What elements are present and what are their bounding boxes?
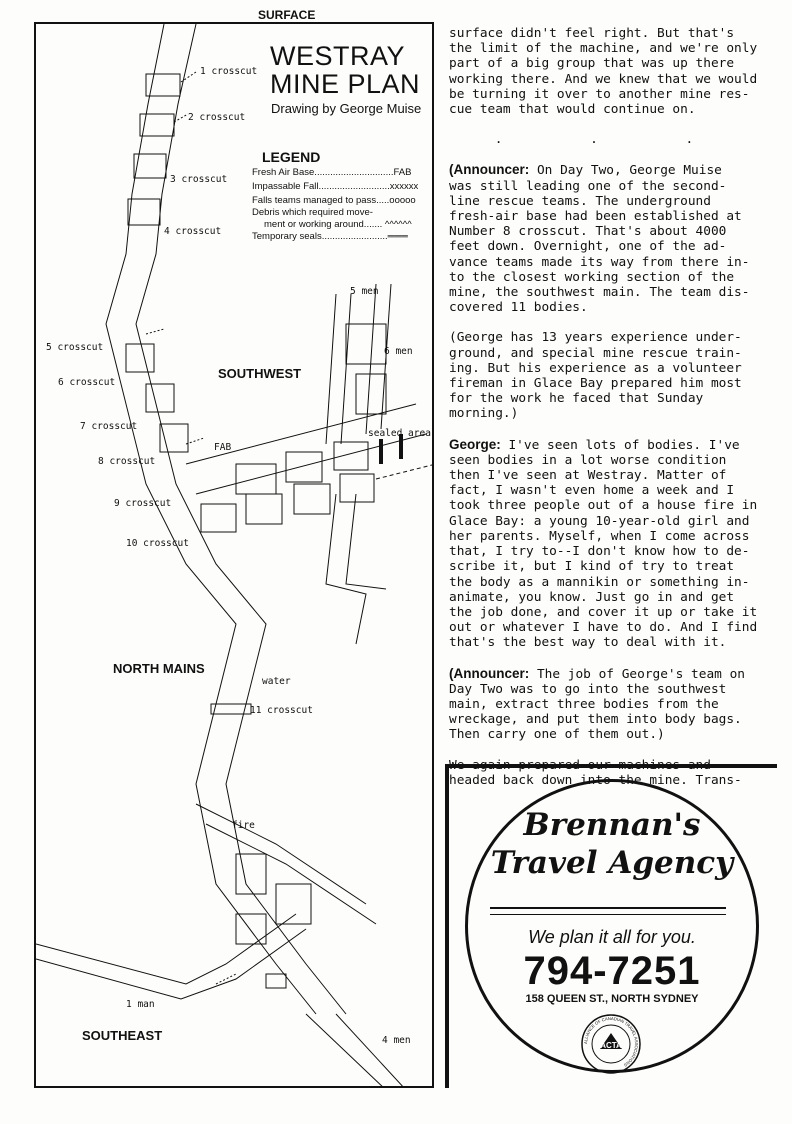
map-title (270, 42, 420, 98)
crosscut-label: 5 crosscut (46, 342, 104, 353)
article-paragraph (449, 666, 779, 743)
ad-name-line1: Brennan's (523, 807, 701, 843)
article-paragraph: headed back down into the mine. Trans- (449, 772, 742, 788)
ad-divider (490, 907, 726, 909)
pillar (346, 324, 386, 364)
legend-fresh-air-base: Fresh Air Base..............................FAB (252, 167, 412, 178)
article-paragraph: (George has 13 years experience under- ground, and special mine rescue train- ing. But his experience as a volunteer fireman in Glace Bay prepared him most for the work he faced that Sunday morning.) (449, 330, 742, 422)
crosscut-label: 4 crosscut (164, 226, 222, 237)
ad-name-line2: Travel Agency (490, 845, 734, 881)
crosscut-box (126, 344, 154, 372)
pillar (276, 884, 311, 924)
article-paragraph (449, 437, 779, 651)
southeast-drift (206, 824, 376, 924)
legend-falls-passed: Falls teams managed to pass.....ooooo (252, 195, 416, 206)
water-label: water (262, 676, 291, 687)
legend-heading: LEGEND (262, 149, 321, 165)
six-men-label: 6 men (384, 346, 413, 357)
article-column (449, 26, 779, 803)
surface-label: SURFACE (258, 8, 316, 22)
speaker-label: George: (449, 436, 501, 452)
legend-debris-cont: ment or working around....... ^^^^^^ (264, 219, 412, 230)
legend-debris: Debris which required move- (252, 207, 373, 218)
pillar (294, 484, 330, 514)
sealed-area-label: sealed area (368, 428, 431, 439)
paragraph-body: I've seen lots of bodies. I've seen bodies in a lot worse condition then I've seen at Westray. Matter of fact, I wasn't even home a week and I took three people out of a house fire in Glace Bay: a young 10-year-old girl and her parents. Myself, when I come across that, I try to--I don't know how to de- scribe it, but I kind of try to treat the body as a mannikin or something in- animate, you know. Just go in and get the job done, and cover it up or take it out or whatever I have to do. And I find that's the best way to deal with it. (449, 437, 758, 651)
crosscut-label: 8 crosscut (98, 456, 156, 467)
ad-border-left (445, 764, 449, 1088)
crosscut-label: 10 crosscut (126, 538, 189, 549)
article-paragraph: surface didn't feel right. But that's the limit of the machine, and we're only part of a big group that was up there working there. And we knew that we would be turning it over to another mine res- cue team that would continue on. (449, 26, 758, 118)
paragraph-body: On Day Two, George Muise was still leading one of the second- line rescue teams. The underground fresh-air base had been established at Number 8 crosscut. That's about 4000 feet down. Overnight, one of the ad- vance teams made its way from there in- to the closest working section of the mine, the southwest main. The team dis- covered 11 bodies. (449, 163, 750, 316)
fall-marking (146, 329, 164, 334)
fall-marking (186, 438, 204, 444)
room-wall (326, 294, 336, 444)
legend-impassable-fall: Impassable Fall...........................xxxxxx (252, 181, 419, 192)
ad-phone-number: 794-7251 (523, 949, 701, 993)
crosscut-label: 3 crosscut (170, 174, 228, 185)
pillar (286, 452, 322, 482)
shaft-bottom (336, 1014, 406, 1088)
pillar (246, 494, 282, 524)
crosscut-label: 7 crosscut (80, 421, 138, 432)
ad-border-top (445, 764, 777, 768)
section-break-dots: . . . (494, 132, 734, 148)
four-men-label: 4 men (382, 1035, 411, 1046)
paragraph-body: The job of George's team on Day Two was to go into the southwest main, extract three bodies from the wreckage, and put them into body bags. Then carry one of them out.) (449, 666, 745, 743)
crosscut-label: 2 crosscut (188, 112, 246, 123)
southeast-drift (196, 804, 366, 904)
article-paragraph (449, 162, 779, 315)
southwest-lower-drift (346, 494, 386, 589)
ad-address: 158 QUEEN ST., NORTH SYDNEY (525, 993, 699, 1005)
acta-seal-icon (580, 1013, 642, 1075)
acta-ring-text: ALLIANCE OF CANADIAN TRAVEL ASSOCIATIONS (582, 1015, 640, 1068)
ad-slogan: We plan it all for you. (528, 927, 696, 947)
southeast-main (36, 914, 296, 984)
pillar (236, 914, 266, 944)
fire-label: fire (232, 820, 255, 831)
one-man-label: 1 man (126, 999, 155, 1010)
pillar (340, 474, 374, 502)
crosscut-label: 9 crosscut (114, 498, 172, 509)
pillar (266, 974, 286, 988)
crosscut-label: 11 crosscut (250, 705, 313, 716)
legend-temporary-seals: Temporary seals.........................═══ (252, 231, 408, 242)
pillar (236, 464, 276, 494)
pillar (201, 504, 236, 532)
fab-label: FAB (214, 442, 232, 453)
pillar (236, 854, 266, 894)
region-north-mains: NORTH MAINS (113, 661, 205, 676)
region-southwest: SOUTHWEST (218, 366, 302, 381)
room-wall (366, 284, 376, 434)
acta-seal-text: ACTA (600, 1041, 622, 1050)
speaker-label: (Announcer: (449, 162, 530, 178)
pillar (356, 374, 386, 414)
five-men-label: 5 men (350, 286, 379, 297)
southwest-lower-drift (326, 494, 366, 644)
sealed-area-line (376, 464, 434, 479)
map-credit: Drawing by George Muise (271, 101, 422, 116)
map-title-line1: WESTRAY (270, 41, 406, 71)
crosscut-box (146, 384, 174, 412)
crosscut-box (140, 114, 174, 136)
map-title-line2: MINE PLAN (270, 69, 421, 99)
crosscut-box (146, 74, 180, 96)
crosscut-label: 1 crosscut (200, 66, 258, 77)
region-southeast: SOUTHEAST (82, 1028, 163, 1043)
ad-business-name (480, 806, 744, 882)
ad-divider (490, 914, 726, 915)
crosscut-box (128, 199, 160, 225)
pillar (334, 442, 368, 470)
crosscut-label: 6 crosscut (58, 377, 116, 388)
speaker-label: (Announcer: (449, 665, 530, 681)
